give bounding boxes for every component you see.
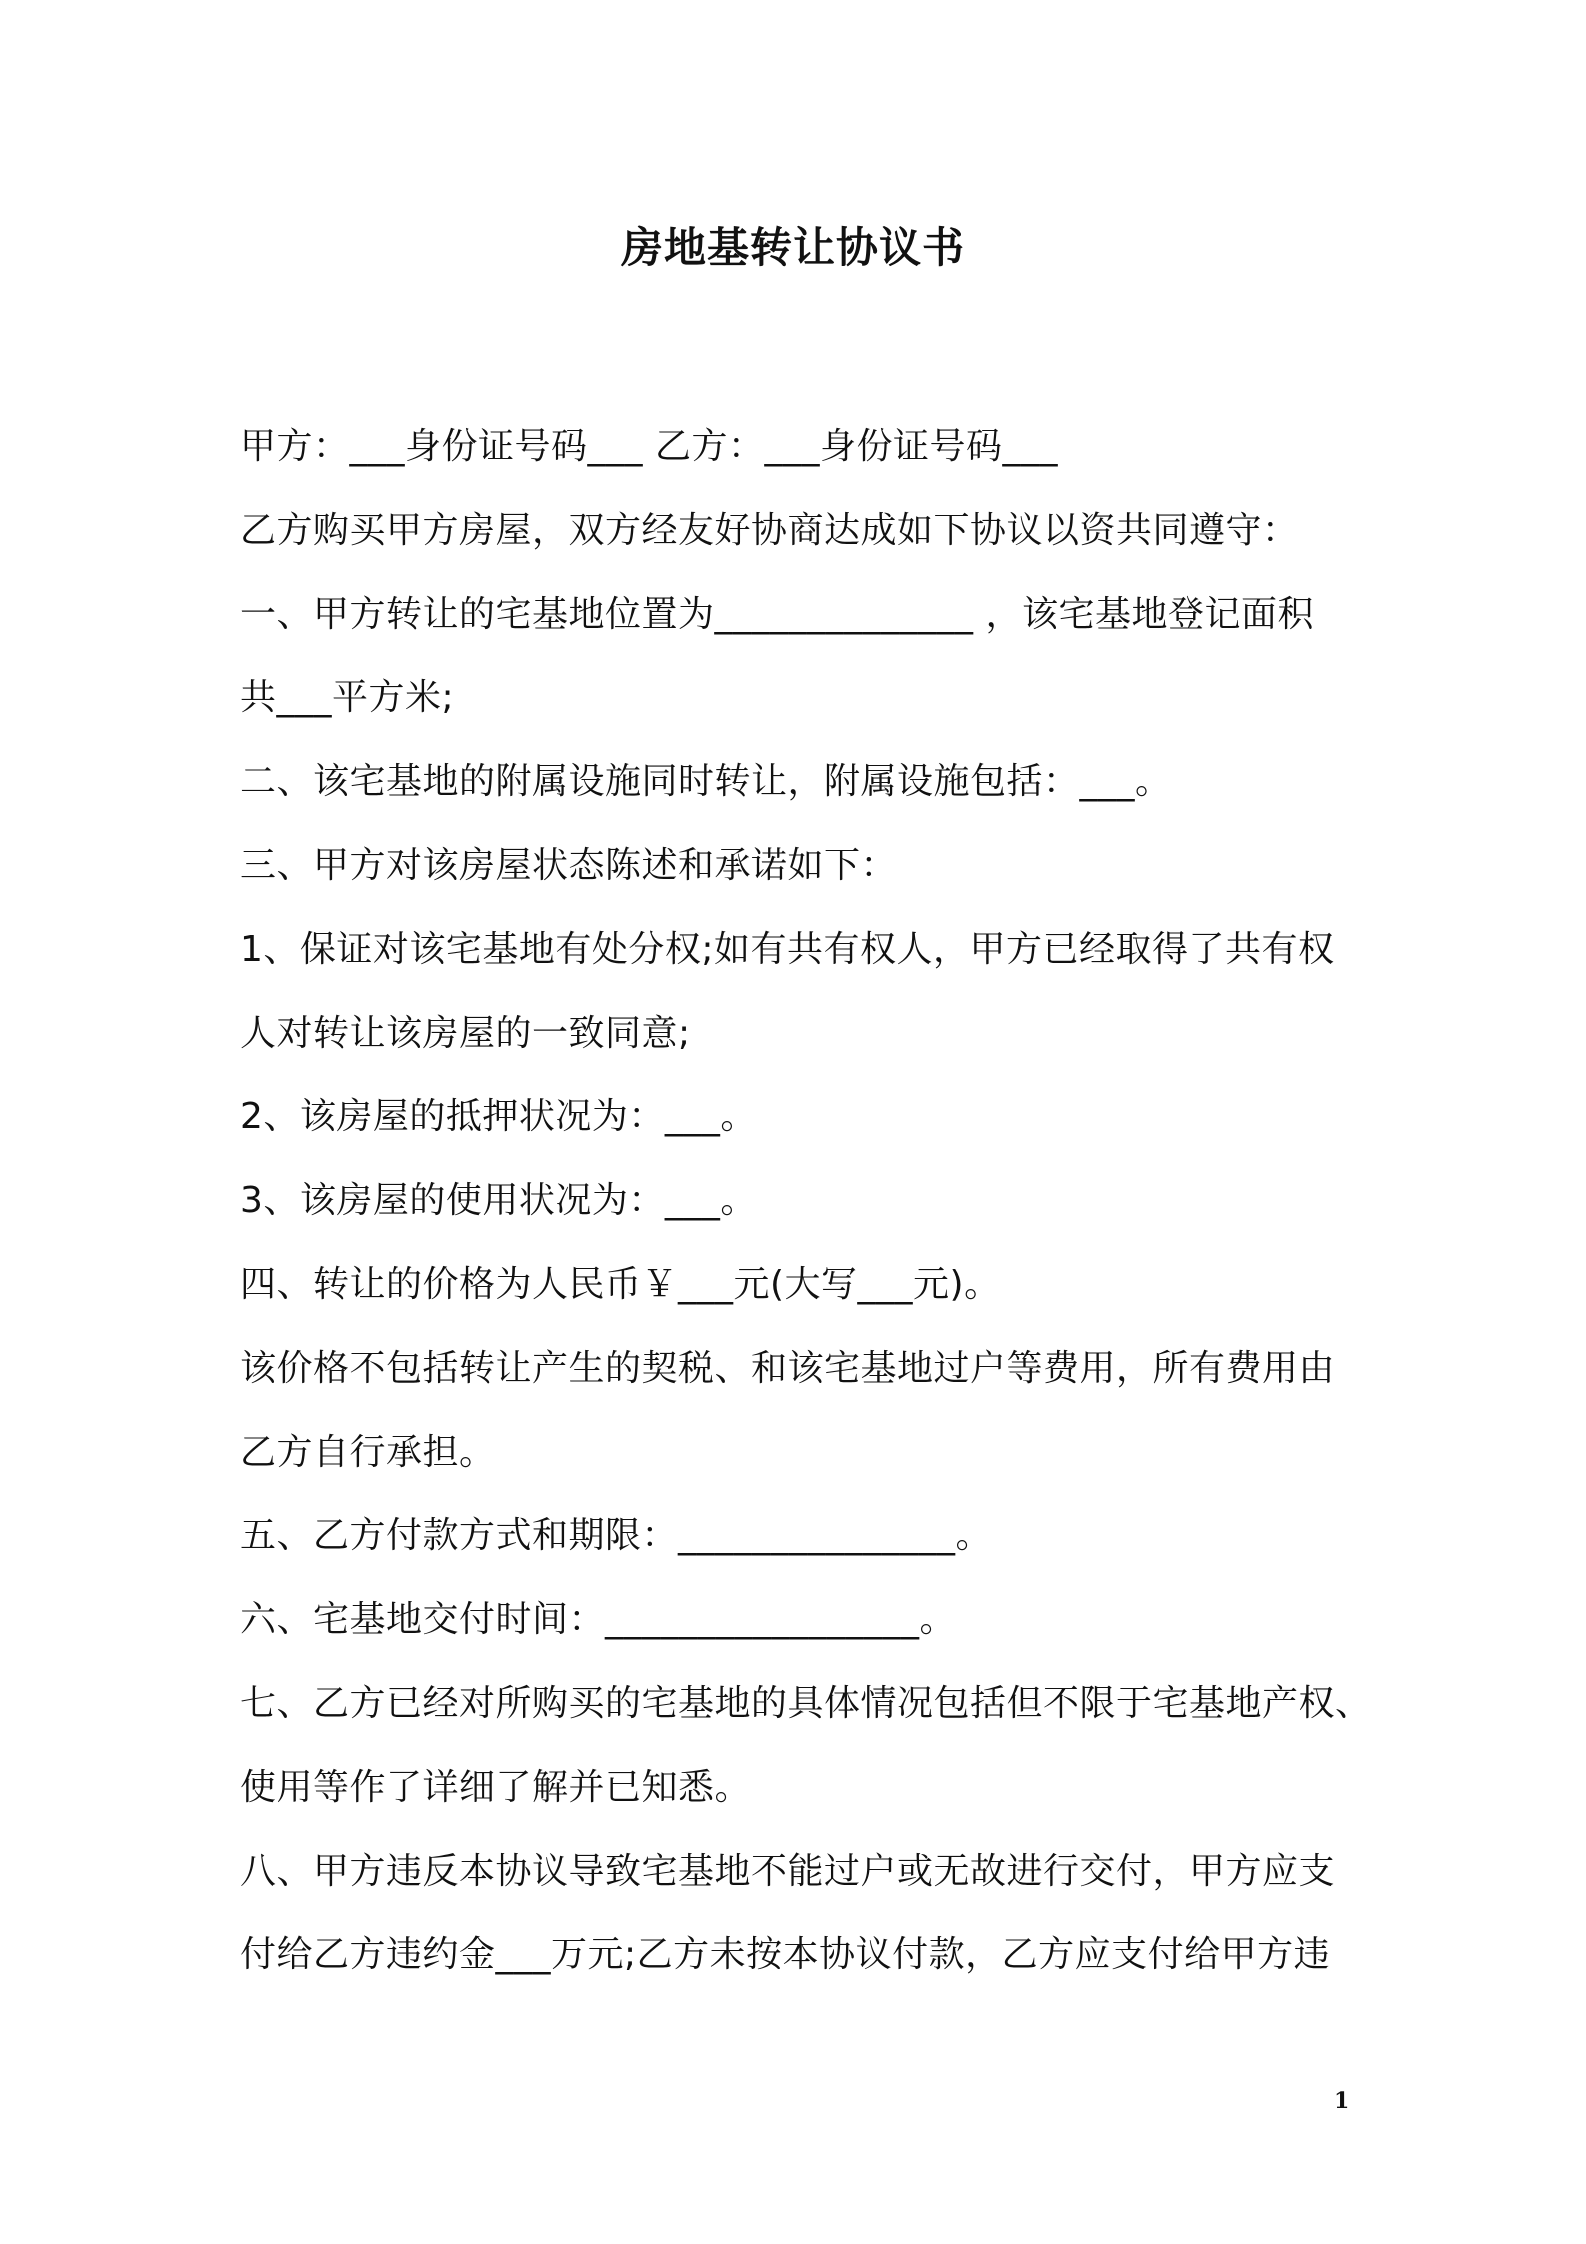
document-body xyxy=(240,405,1385,1997)
page-number: 1 xyxy=(1334,2088,1350,2114)
text-line: 六、宅基地交付时间：_________________。 xyxy=(240,1599,957,1641)
text-line: 1、保证对该宅基地有处分权;如有共有权人，甲方已经取得了共有权 xyxy=(240,928,1335,970)
text-line: 三、甲方对该房屋状态陈述和承诺如下： xyxy=(240,844,898,886)
text-line: 二、该宅基地的附属设施同时转让，附属设施包括：___。 xyxy=(240,761,1172,803)
text-line: 3、该房屋的使用状况为：___。 xyxy=(240,1180,757,1222)
text-line: 付给乙方违约金___万元;乙方未按本协议付款，乙方应支付给甲方违 xyxy=(240,1934,1331,1976)
text-line: 人对转让该房屋的一致同意; xyxy=(240,1012,691,1054)
text-line: 使用等作了详细了解并已知悉。 xyxy=(240,1766,752,1808)
text-line: 该价格不包括转让产生的契税、和该宅基地过户等费用，所有费用由 xyxy=(240,1347,1336,1389)
text-line: 2、该房屋的抵押状况为：___。 xyxy=(240,1096,757,1138)
text-line: 八、甲方违反本协议导致宅基地不能过户或无故进行交付，甲方应支 xyxy=(240,1850,1336,1892)
text-line: 乙方购买甲方房屋，双方经友好协商达成如下协议以资共同遵守： xyxy=(240,509,1299,551)
text-line: 共___平方米; xyxy=(240,677,455,719)
text-line: 甲方：___身份证号码___ 乙方：___身份证号码___ xyxy=(240,426,1058,467)
text-line: 五、乙方付款方式和期限：_______________。 xyxy=(240,1515,993,1557)
text-line: 七、乙方已经对所购买的宅基地的具体情况包括但不限于宅基地产权、 xyxy=(240,1682,1372,1724)
text-line: 一、甲方转让的宅基地位置为______________ ，该宅基地登记面积 xyxy=(240,593,1314,635)
text-line: 乙方自行承担。 xyxy=(240,1431,496,1473)
text-line: 四、转让的价格为人民币￥___元(大写___元)。 xyxy=(240,1263,1001,1305)
document-title: 房地基转让协议书 xyxy=(620,223,965,272)
